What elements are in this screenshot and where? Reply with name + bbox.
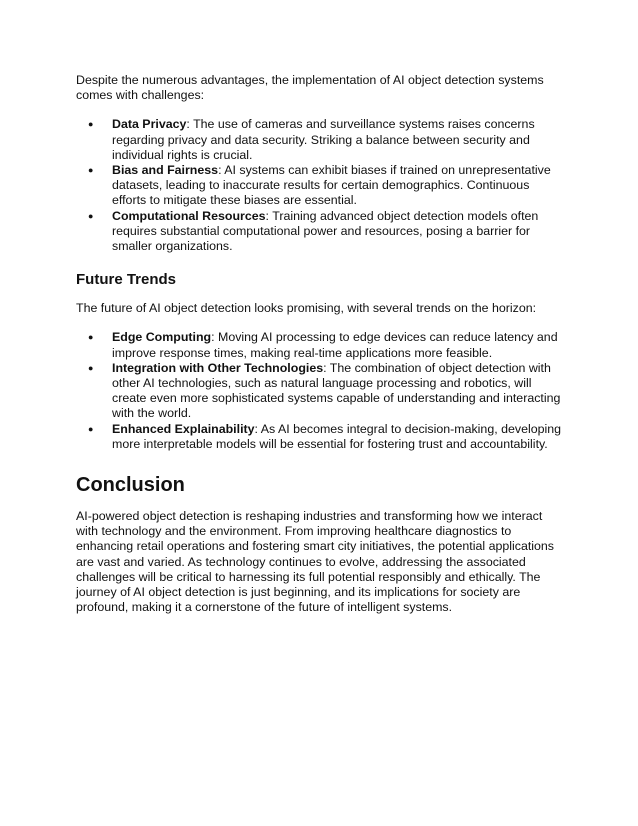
list-item-data-privacy [88,117,566,163]
list-item-text: : As AI becomes integral to decision-making, developing more interpretable models will be essential for fostering trust and accountability. [112,421,562,451]
list-item-text: : The combination of object detection with other AI technologies, such as natural language processing and robotics, will create even more sophisticated systems capable of understanding and interacting with the world. [112,360,561,421]
conclusion-heading: Conclusion [76,474,185,497]
list-item-text: : Training advanced object detection models often requires substantial computational power and resources, posing a barrier for smaller organizations. [112,208,539,254]
future-trends-list [76,330,566,452]
list-item-term: Edge Computing [112,330,212,345]
future-trends-intro: The future of AI object detection looks promising, with several trends on the horizon: [76,301,537,316]
bullet-icon: ● [88,165,94,176]
list-item-term: Data Privacy [112,117,187,132]
list-item-explainability [88,421,566,452]
bullet-icon: ● [88,210,94,221]
list-item-term: Bias and Fairness [112,163,219,178]
list-item-integration [88,360,566,422]
list-item-bias-fairness [88,163,566,209]
future-trends-heading: Future Trends [76,271,177,289]
list-item-term: Integration with Other Technologies [112,360,324,375]
bullet-icon: ● [88,362,94,373]
bullet-icon: ● [88,119,94,130]
challenges-intro: Despite the numerous advantages, the implementation of AI object detection systems comes with challenges: [76,73,544,103]
list-item-text: : Moving AI processing to edge devices can reduce latency and improve response times, making real-time applications more feasible. [112,330,558,360]
challenges-list [76,117,566,254]
list-item-computational-resources [88,208,566,255]
list-item-edge-computing [88,330,566,360]
list-item-term: Enhanced Explainability [112,421,255,436]
bullet-icon: ● [88,332,94,343]
list-item-term: Computational Resources [112,208,266,223]
list-item-text: : The use of cameras and surveillance systems raises concerns regarding privacy and data security. Striking a balance between security and individual rights is crucial. [112,117,535,162]
conclusion-paragraph: AI-powered object detection is reshaping industries and transforming how we interact with technology and the environment. From improving healthcare diagnostics to enhancing retail operations and fostering smart city initiatives, the potential applications are vast and varied. As technology continues to evolve, addressing the associated challenges will be critical to harnessing its full potential responsibly and ethically. The journey of AI object detection is just beginning, and its implications for society are profound, making it a cornerstone of the future of intelligent systems. [76,509,555,615]
list-item-text: : AI systems can exhibit biases if trained on unrepresentative datasets, leading to inaccurate results for certain demographics. Continuous efforts to mitigate these biases are essential. [112,163,551,208]
bullet-icon: ● [88,423,94,434]
document-page [76,73,566,615]
